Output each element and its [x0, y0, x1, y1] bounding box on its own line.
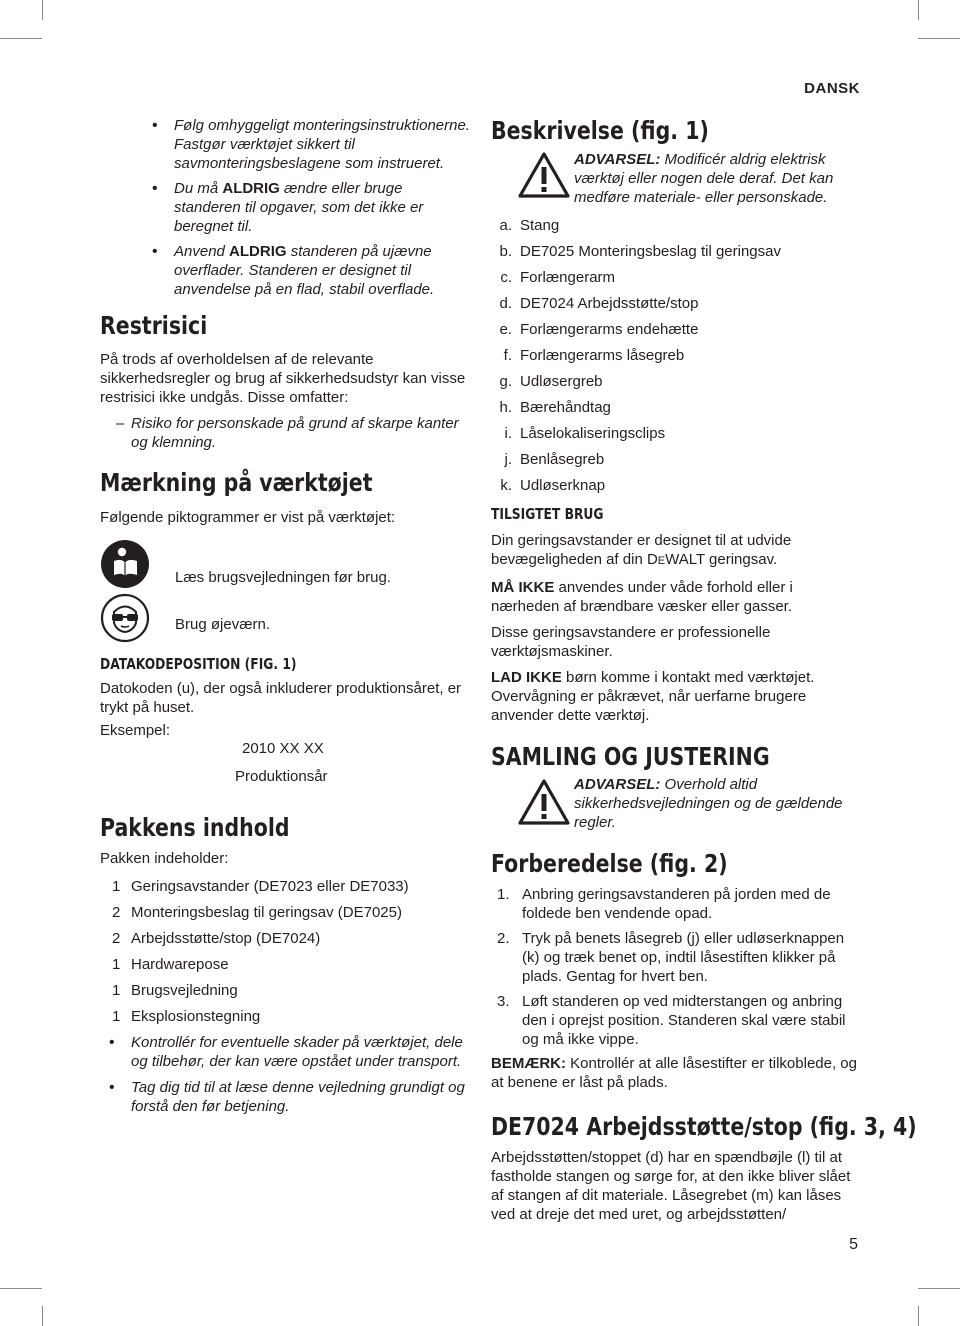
part-item — [491, 398, 863, 424]
crop-mark — [918, 0, 919, 20]
step-text: Tryk på benets låsegreb (j) eller udløserknappen (k) og træk benet op, indtil låsestiften klikker på plads. Gentag for hvert ben. — [522, 930, 845, 985]
item-text: Geringsavstander (DE7023 eller DE7033) — [131, 878, 409, 895]
warning-label: ADVARSEL: — [574, 151, 661, 168]
part-item — [491, 242, 863, 268]
step-text: Anbring geringsavstanderen på jorden med de foldede ben vendende opad. — [522, 886, 831, 922]
item-qty: 1 — [112, 1008, 121, 1025]
part-item — [491, 372, 863, 398]
part-item — [491, 424, 863, 450]
bold-lead: MÅ IKKE — [491, 579, 555, 596]
part-text: Benlåsegreb — [520, 451, 605, 468]
part-key: e. — [499, 321, 512, 338]
item-text: Monteringsbeslag til geringsav (DE7025) — [131, 904, 402, 921]
de7024-text: Arbejdsstøtten/stoppet (d) har en spændbøjle (l) til at fastholde stangen og sørge for, at den ikke bliver slået af stangen af dit materiale. Låsegrebet (m) kan låses ved at dreje det med uret, og arbejdsstøtten/ — [491, 1149, 851, 1223]
step-number: 2. — [497, 930, 510, 947]
part-text: DE7025 Monteringsbeslag til geringsav — [520, 243, 781, 260]
part-key: c. — [500, 269, 512, 286]
intended-use-heading: TILSIGTET BRUG — [491, 505, 604, 523]
intended-use-text-1 — [491, 531, 863, 571]
step-number: 1. — [497, 886, 510, 903]
picto-eye-label: Brug øjeværn. — [175, 616, 271, 633]
language-label: DANSK — [804, 80, 860, 97]
step-item — [491, 929, 863, 986]
intended-use-text-4 — [491, 668, 863, 725]
bullet-bold: ALDRIG — [229, 243, 287, 260]
text-part: WALT geringsav. — [665, 551, 778, 568]
item-qty: 1 — [112, 956, 121, 973]
text-part: børn komme i kontakt med værktøjet. Overvågning er påkrævet, når uerfarne brugere anvender dette værktøj. — [491, 669, 815, 724]
note-body: Kontrollér at alle låsestifter er tilkoblede, og at benene er låst på plads. — [491, 1055, 857, 1091]
marking-heading: Mærkning på værktøjet — [100, 468, 373, 497]
part-item — [491, 294, 863, 320]
example-caption: Produktionsår — [235, 768, 328, 785]
example-label: Eksempel: — [100, 722, 171, 739]
warning-text — [574, 775, 863, 832]
package-heading: Pakkens indhold — [100, 813, 290, 842]
read-manual-icon — [100, 539, 150, 594]
part-text: Bærehåndtag — [520, 399, 611, 416]
bullet-item — [174, 179, 470, 236]
note-text — [491, 1054, 863, 1092]
item-text: Arbejdsstøtte/stop (DE7024) — [131, 930, 321, 947]
part-key: i. — [504, 425, 512, 442]
part-item — [491, 476, 863, 502]
part-text: Låselokaliseringsclips — [520, 425, 666, 442]
package-item — [100, 1007, 470, 1026]
pictogram-row — [100, 593, 270, 648]
marking-intro: Følgende piktogrammer er vist på værktøjet: — [100, 509, 396, 526]
part-text: Forlængerarm — [520, 269, 616, 286]
item-text: Hardwarepose — [131, 956, 229, 973]
part-key: a. — [499, 217, 512, 234]
example-value: 2010 XX XX — [242, 740, 324, 757]
restrisici-text: På trods af overholdelsen af de relevante sikkerhedsregler og brug af sikkerhedsudstyr kan visse restrisici ikke undgås. Disse omfatter: — [100, 351, 466, 406]
part-text: Udløsergreb — [520, 373, 603, 390]
warning-text — [574, 150, 863, 207]
part-text: Forlængerarms låsegreb — [520, 347, 685, 364]
package-item — [100, 981, 470, 1000]
pictogram-list — [100, 531, 470, 643]
safety-bullets — [174, 116, 470, 299]
bullet-text: ændre eller bruge standeren til opgaver, som det ikke er beregnet til. — [174, 180, 424, 235]
step-number: 3. — [497, 993, 510, 1010]
bullet-text: Du må — [174, 180, 223, 197]
part-key: k. — [500, 477, 512, 494]
part-text: Forlængerarms endehætte — [520, 321, 699, 338]
part-item — [491, 268, 863, 294]
package-list — [100, 877, 470, 1026]
bullet-item: • Tag dig tid til at læse denne vejledning grundigt og forstå den før betjening. — [131, 1078, 470, 1116]
warning-box — [518, 775, 863, 832]
eye-protection-icon — [100, 593, 150, 648]
note-label: BEMÆRK: — [491, 1055, 566, 1072]
part-text: Stang — [520, 217, 560, 234]
picto-read-label: Læs brugsvejledningen før brug. — [175, 569, 391, 586]
crop-mark — [918, 1288, 960, 1289]
part-text: DE7024 Arbejdsstøtte/stop — [520, 295, 699, 312]
part-key: d. — [499, 295, 512, 312]
bullet-text: Anvend — [174, 243, 230, 260]
bullet-text: Følg omhyggeligt monteringsinstruktionerne. Fastgør værktøjet sikkert til savmonteringsbeslagene som instrueret. — [174, 117, 470, 172]
step-item — [491, 992, 863, 1049]
datecode-heading: DATAKODEPOSITION (FIG. 1) — [100, 655, 297, 673]
crop-mark — [918, 1306, 919, 1326]
part-item — [491, 320, 863, 346]
warning-body: Modificér aldrig elektrisk værktøj eller nogen dele deraf. Det kan medføre materiale- eller personskade. — [574, 151, 834, 206]
bullet-text: standeren på ujævne overflader. Standeren er designet til anvendelse på en flad, stabil overflade. — [174, 243, 435, 298]
page-number: 5 — [849, 1236, 858, 1253]
package-item — [100, 903, 470, 922]
bullet-item — [174, 116, 470, 173]
part-item — [491, 216, 863, 242]
item-qty: 1 — [112, 878, 121, 895]
item-text: Eksplosionstegning — [131, 1008, 261, 1025]
datecode-text: Datokoden (u), der også inkluderer produktionsåret, er trykt på huset. — [100, 680, 462, 716]
description-heading: Beskrivelse (fig. 1) — [491, 116, 709, 145]
crop-mark — [0, 1288, 42, 1289]
part-text: Udløserknap — [520, 477, 606, 494]
intended-use-text-3: Disse geringsavstandere er professionelle værktøjsmaskiner. — [491, 624, 771, 660]
warning-body: Overhold altid sikkerhedsvejledningen og de gældende regler. — [574, 776, 843, 831]
steps-list — [491, 885, 863, 1049]
text-part: anvendes under våde forhold eller i nærheden af brændbare væsker eller gasser. — [491, 579, 793, 615]
brand-small-caps: E — [657, 555, 666, 567]
assembly-heading: SAMLING OG JUSTERING — [491, 742, 770, 771]
package-bullets — [131, 1033, 470, 1116]
part-key: b. — [499, 243, 512, 260]
bullet-item: • Kontrollér for eventuelle skader på værktøjet, dele og tilbehør, der kan være opstået under transport. — [131, 1033, 470, 1071]
package-item — [100, 877, 470, 896]
item-qty: 2 — [112, 904, 121, 921]
restrisici-item: – Risiko for personskade på grund af skarpe kanter og klemning. — [100, 414, 470, 452]
item-qty: 1 — [112, 982, 121, 999]
part-key: g. — [499, 373, 512, 390]
step-text: Løft standeren op ved midterstangen og anbring den i oprejst position. Standeren skal være stabil og må ikke vippe. — [522, 993, 846, 1048]
part-key: f. — [503, 347, 512, 364]
warning-label: ADVARSEL: — [574, 776, 661, 793]
bold-lead: LAD IKKE — [491, 669, 562, 686]
warning-icon — [518, 152, 574, 203]
warning-box — [518, 150, 863, 207]
warning-icon — [518, 779, 574, 830]
crop-mark — [918, 38, 960, 39]
intended-use-text-2 — [491, 578, 863, 616]
part-item — [491, 450, 863, 476]
preparation-heading: Forberedelse (fig. 2) — [491, 849, 728, 878]
bullet-bold: ALDRIG — [222, 180, 280, 197]
parts-list — [491, 216, 863, 502]
pictogram-row — [100, 539, 391, 594]
package-intro: Pakken indeholder: — [100, 850, 229, 867]
item-text: Brugsvejledning — [131, 982, 238, 999]
de7024-heading: DE7024 Arbejdsstøtte/stop (fig. 3, 4) — [491, 1112, 917, 1141]
right-column — [491, 116, 917, 1224]
left-column — [100, 116, 470, 1116]
crop-mark — [42, 1306, 43, 1326]
item-qty: 2 — [112, 930, 121, 947]
part-key: h. — [499, 399, 512, 416]
datecode-example — [100, 721, 470, 785]
step-item — [491, 885, 863, 923]
bullet-item — [174, 242, 470, 299]
package-item — [100, 955, 470, 974]
package-item — [100, 929, 470, 948]
crop-mark — [0, 38, 42, 39]
crop-mark — [42, 0, 43, 20]
part-key: j. — [504, 451, 512, 468]
text-part: Din geringsavstander er designet til at udvide bevægeligheden af din D — [491, 532, 792, 568]
restrisici-heading: Restrisici — [100, 311, 208, 340]
part-item — [491, 346, 863, 372]
